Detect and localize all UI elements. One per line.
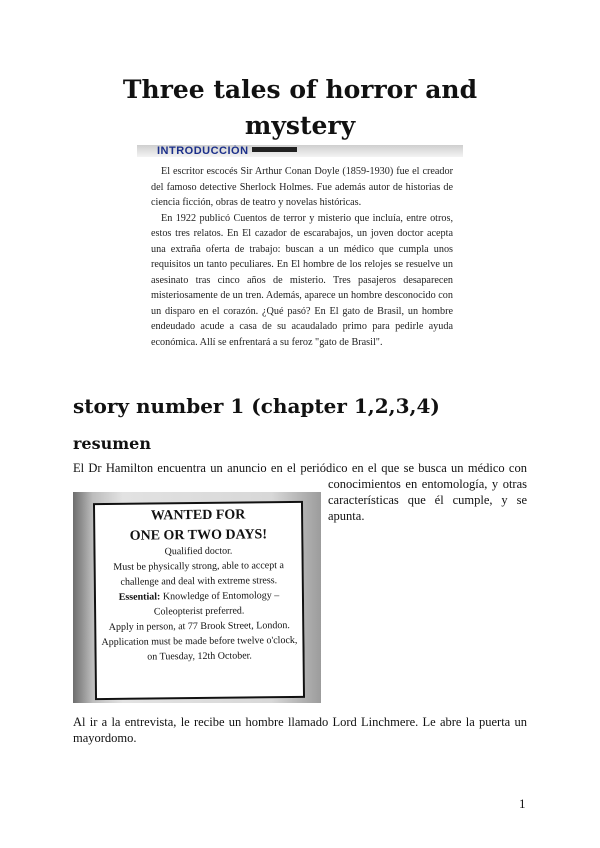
ad-line-text: Knowledge of Entomology – Coleopterist preferred. — [153, 590, 280, 618]
ad-line: Apply in person, at 77 Brook Street, London. Application must be made before twelve o'clock, on Tuesday, 12th October. — [101, 620, 298, 663]
intro-text — [151, 164, 453, 350]
paragraph: Al ir a la entrevista, le recibe un hombre llamado Lord Linchmere. Le abre la puerta un mayordomo. — [73, 715, 527, 745]
page-number: 1 — [519, 796, 526, 811]
ad-line — [96, 588, 302, 620]
summary-text-continued: conocimientos en entomología, y otras características que él cumple, y se apunta. — [328, 477, 527, 523]
ad-sign — [93, 501, 305, 700]
ad-headline: WANTED FOR — [150, 507, 246, 524]
ad-line: Must be physically strong, able to accept a challenge and deal with extreme stress. — [113, 560, 284, 588]
wanted-ad-image — [73, 492, 321, 703]
ad-headline: ONE OR TWO DAYS! — [129, 527, 268, 544]
subheading: resumen — [73, 434, 151, 453]
intro-paragraph: El escritor escocés Sir Arthur Conan Doyle (1859-1930) fue el creador del famoso detective Sherlock Holmes. Fue además autor de historias de ciencia ficción, obras de teatro y novelas históricas. — [151, 166, 453, 208]
intro-heading: INTRODUCCIÓN — [157, 145, 249, 157]
summary-text: El Dr Hamilton encuentra un anuncio en el periódico en el que se busca un médico con — [73, 461, 527, 475]
ad-essential-label: Essential: — [118, 591, 161, 603]
section-heading: story number 1 (chapter 1,2,3,4) — [73, 394, 440, 418]
introduction-image — [137, 145, 463, 370]
intro-paragraph: En 1922 publicó Cuentos de terror y misterio que incluía, entre otros, estos tres relatos. En El cazador de escarabajos, un joven doctor acepta una extraña oferta de trabajo: buscan a un médico que cumpla unos requisitos un tanto peculiares. En El hombre de los relojes se resuelve un asesinato tras cinco años de misterio. Tres pasajeros desaparecen misteriosamente de un tren. Además, aparece un hombre desconocido con un disparo en el corazón. ¿Qué pasó? En El gato de Brasil, un hombre endeudado acude a casa de su acaudalado primo para pedirle ayuda económica. Allí se enfrentará a su feroz "gato de Brasil". — [151, 212, 453, 348]
document-title: Three tales of horror and mystery — [122, 75, 478, 140]
ad-line: Qualified doctor. — [164, 545, 233, 558]
